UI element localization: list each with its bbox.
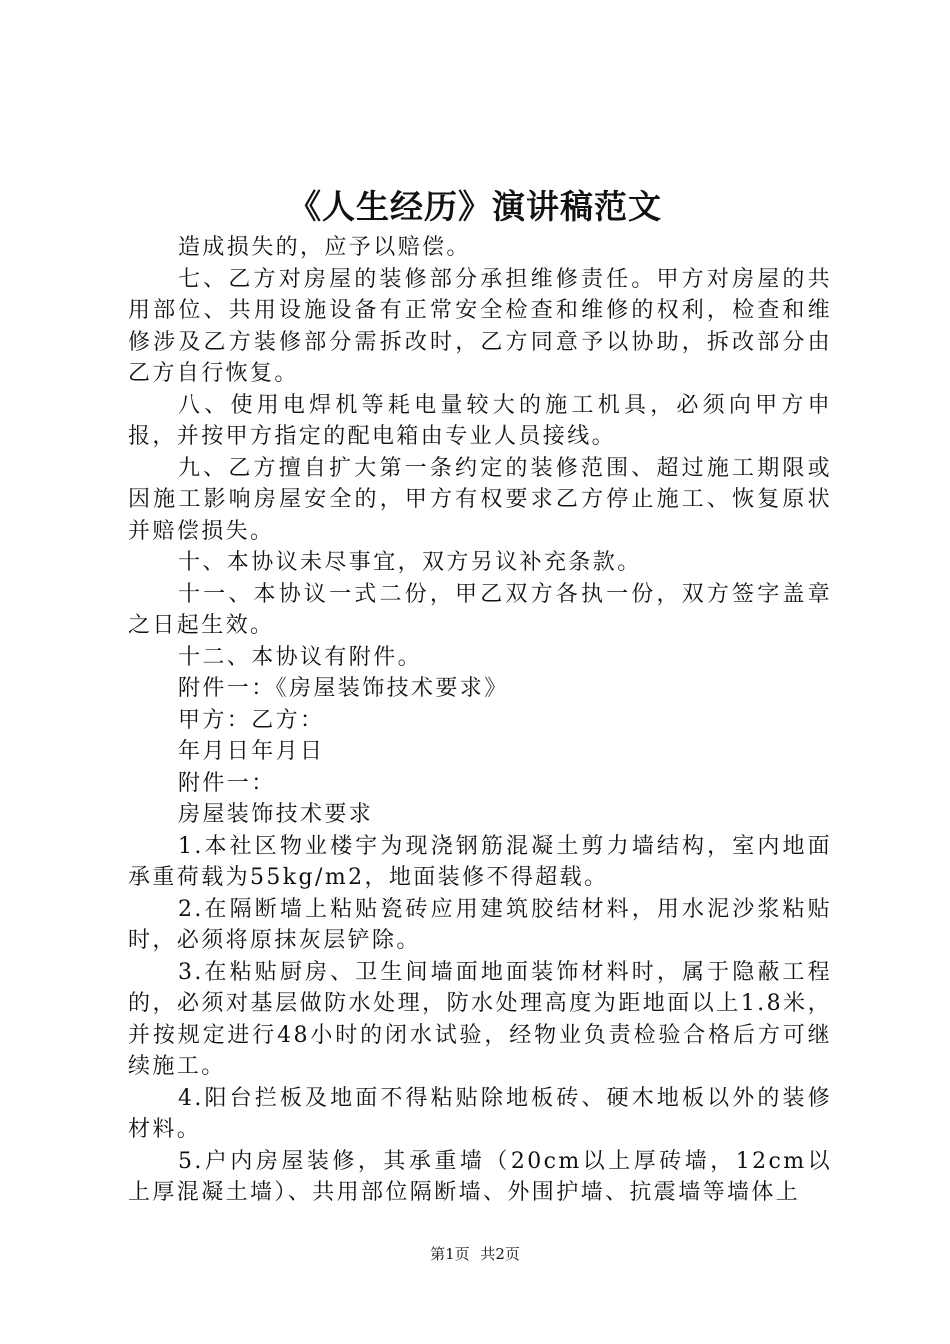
paragraph: 4.阳台拦板及地面不得粘贴除地板砖、硬木地板以外的装修材料。 <box>128 1085 832 1142</box>
paragraph: 十二、本协议有附件。 <box>178 644 423 670</box>
paragraph: 房屋装饰技术要求 <box>178 802 374 827</box>
paragraph: 十、本协议未尽事宜，双方另议补充条款。 <box>178 550 642 575</box>
paragraph: 2.在隔断墙上粘贴瓷砖应用建筑胶结材料，用水泥沙浆粘贴时，必须将原抹灰层铲除。 <box>128 896 832 953</box>
document-title: 《人生经历》演讲稿范文 <box>288 187 662 226</box>
page-total: 共2页 <box>480 1245 520 1263</box>
paragraph: 1.本社区物业楼宇为现浇钢筋混凝土剪力墙结构，室内地面承重荷载为55kg/m2，地面装修不得超载。 <box>128 833 832 890</box>
paragraph: 附件一： <box>178 770 276 796</box>
paragraph: 年月日年月日 <box>178 739 325 764</box>
page-number: 第1页 <box>430 1245 470 1263</box>
paragraph: 5.户内房屋装修，其承重墙（20cm以上厚砖墙，12cm以上厚混凝土墙）、共用部位隔断墙、外围护墙、抗震墙等墙体上 <box>128 1148 832 1205</box>
paragraph: 3.在粘贴厨房、卫生间墙面地面装饰材料时，属于隐蔽工程的，必须对基层做防水处理，防水处理高度为距地面以上1.8米，并按规定进行48小时的闭水试验，经物业负责检验合格后方可继续施工。 <box>128 959 832 1079</box>
paragraph: 七、乙方对房屋的装修部分承担维修责任。甲方对房屋的共用部位、共用设施设备有正常安全检查和维修的权利，检查和维修涉及乙方装修部分需拆改时，乙方同意予以协助，拆改部分由乙方自行恢复。 <box>128 266 832 386</box>
paragraph: 九、乙方擅自扩大第一条约定的装修范围、超过施工期限或因施工影响房屋安全的，甲方有权要求乙方停止施工、恢复原状并赔偿损失。 <box>128 455 832 544</box>
paragraph: 甲方：乙方： <box>178 707 325 733</box>
document-body <box>128 232 832 1209</box>
paragraph: 造成损失的，应予以赔偿。 <box>178 235 471 260</box>
page-footer <box>0 1244 950 1264</box>
paragraph: 八、使用电焊机等耗电量较大的施工机具，必须向甲方申报，并按甲方指定的配电箱由专业人员接线。 <box>128 392 832 449</box>
paragraph: 附件一：《房屋装饰技术要求》 <box>178 676 509 701</box>
paragraph: 十一、本协议一式二份，甲乙双方各执一份，双方签字盖章之日起生效。 <box>128 581 832 638</box>
